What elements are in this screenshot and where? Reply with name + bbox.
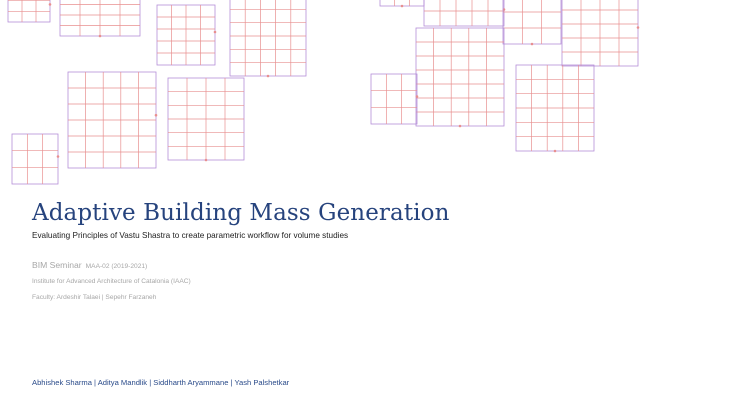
floor-plan-grid: [168, 78, 244, 161]
floor-plan-grid: [503, 0, 561, 45]
page-title: Adaptive Building Mass Generation: [32, 200, 450, 226]
floor-plan-grid: [230, 0, 306, 77]
floor-plan-grid: [60, 0, 140, 37]
floor-plan-grid: [8, 0, 51, 22]
seminar-line: [32, 260, 147, 270]
floor-plan-grid: [516, 65, 594, 152]
floor-plan-grid: [416, 28, 504, 127]
floor-plan-grid: [371, 74, 418, 124]
floor-plan-grid-illustration: [0, 0, 730, 190]
course-code: MAA-02 (2019-2021): [85, 263, 148, 270]
institute: Institute for Advanced Architecture of Catalonia (IAAC): [32, 278, 191, 285]
floor-plan-grid: [424, 0, 505, 26]
floor-plan-grid: [562, 0, 639, 66]
floor-plan-grid: [157, 5, 216, 65]
faculty: Faculty: Ardeshir Talaei | Sepehr Farzaneh: [32, 294, 157, 301]
authors: Abhishek Sharma | Aditya Mandlik | Siddharth Aryammane | Yash Palshetkar: [32, 378, 290, 387]
subtitle: Evaluating Principles of Vastu Shastra to create parametric workflow for volume studies: [32, 231, 349, 240]
seminar-name: BIM Seminar: [32, 260, 82, 270]
floor-plan-grid: [380, 0, 424, 7]
floor-plan-grid: [12, 134, 59, 184]
floor-plan-grid: [68, 72, 157, 168]
